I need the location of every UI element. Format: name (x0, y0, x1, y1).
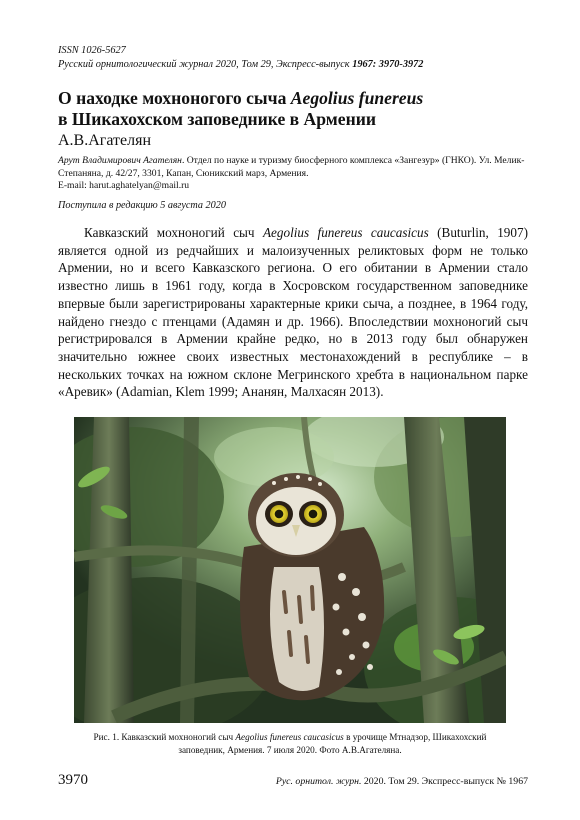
owl-photo-illustration (74, 417, 506, 723)
caption-species: Aegolius funereus caucasicus (235, 732, 344, 742)
author-email: E-mail: harut.aghatelyan@mail.ru (58, 180, 190, 191)
owl-left-eye (270, 505, 288, 523)
body-species: Aegolius funereus caucasicus (262, 225, 429, 240)
article-title (58, 88, 528, 130)
owl-right-eye (304, 505, 322, 523)
title-part2: в Шикахохском заповеднике в Армении (58, 109, 376, 129)
body-text-1: Кавказский мохноногий сыч (84, 225, 263, 240)
body-text-2: (Buturlin, 1907) является одной из редчайших и малоизученных реликтовых форм не только Армении, но и всего Кавказского региона. О его обитании в Армении стало известно лишь в 1961 году, когда в Хосровском государственном заповеднике впервые были зарегистрированы характерные крики сыча, а позднее, в 1964 году, найдено гнездо с птенцами (Адамян и др. 1966). Впоследствии мохноногий сыч регистрировался в Армении крайне редко, но в 2013 году был обнаружен значительно южнее своих известных местонахождений в республике – в нескольких точках на южном склоне Мегринского хребта в национальном парке «Аревик» (Adamian, Klem 1999; Ананян, Малхасян 2013). (58, 225, 528, 400)
footer-info: 2020. Том 29. Экспресс-выпуск № 1967 (361, 776, 528, 787)
affiliation-text: . Отдел по науке и туризму биосферного комплекса «Зангезур» (ГНКО). Ул. Мелик-Степаняна, д. 42/27, 3301, Капан, Сюникский марз, Армения. (58, 155, 525, 179)
page-range: : 3970-3972 (372, 59, 424, 70)
figure-caption (74, 731, 506, 756)
journal-header (58, 44, 528, 72)
affiliation-name: Арут Владимирович Агателян (58, 155, 182, 166)
title-part1: О находке мохноногого сыча (58, 88, 291, 108)
caption-text-1: Рис. 1. Кавказский мохноногий сыч (93, 732, 236, 742)
page-number: 3970 (58, 772, 88, 788)
journal-abbrev: Рус. орнитол. журн. (275, 776, 362, 787)
issue-number: 1967 (352, 59, 373, 70)
author-affiliation (58, 155, 528, 193)
running-footer (276, 776, 528, 787)
received-date: Поступила в редакцию 5 августа 2020 (58, 200, 226, 211)
caption-text-2: в урочище Мтнадзор, Шикахохский заповедник, Армения. 7 июля 2020. Фото А.В.Агателяна. (178, 732, 487, 755)
journal-citation (58, 58, 528, 72)
title-species: Aegolius funereus (290, 88, 424, 108)
owl-photo (74, 417, 506, 723)
journal-citation-text: Русский орнитологический журнал 2020, Том 29, Экспресс-выпуск (58, 59, 353, 70)
issn: ISSN 1026-5627 (58, 45, 126, 56)
author-name: А.В.Агателян (58, 132, 152, 149)
body-paragraph (58, 224, 528, 401)
